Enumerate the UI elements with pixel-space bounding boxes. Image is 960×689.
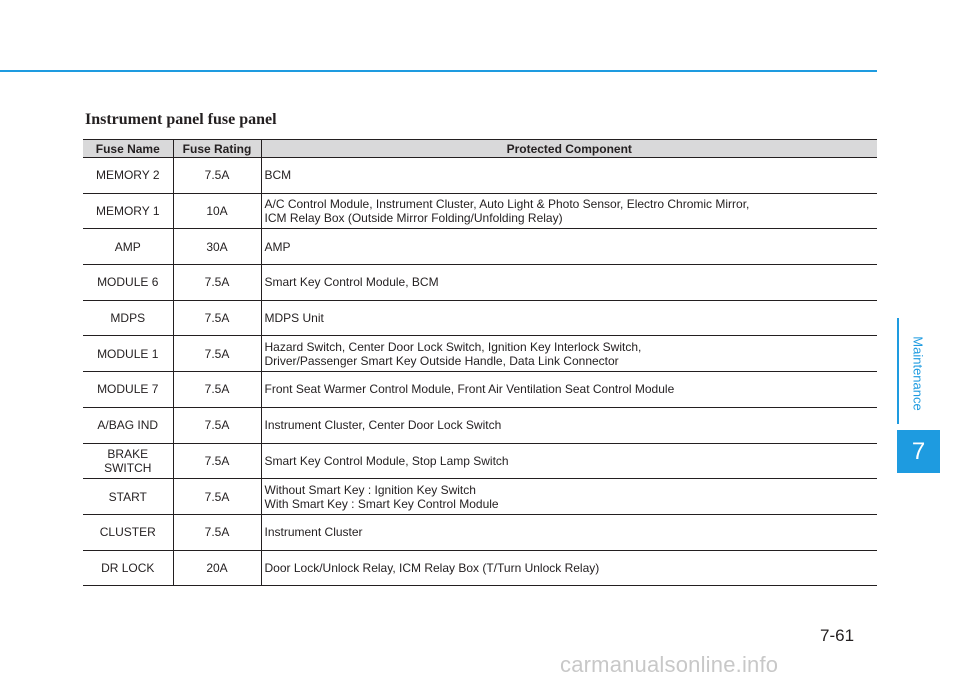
fuse-name-cell: MODULE 7	[83, 372, 173, 408]
side-tab-text: Maintenance	[911, 335, 927, 411]
table-row	[83, 407, 877, 443]
fuse-name-cell: DR LOCK	[83, 550, 173, 586]
table-row	[83, 372, 877, 408]
fuse-rating-cell: 30A	[173, 229, 261, 265]
table-row	[83, 229, 877, 265]
protected-component-cell: Smart Key Control Module, BCM	[261, 265, 877, 301]
fuse-rating-cell: 7.5A	[173, 443, 261, 479]
fuse-rating-cell: 7.5A	[173, 158, 261, 194]
fuse-rating-cell: 7.5A	[173, 265, 261, 301]
table-row	[83, 479, 877, 515]
fuse-name-cell: START	[83, 479, 173, 515]
fuse-rating-cell: 7.5A	[173, 479, 261, 515]
fuse-name-cell: MODULE 1	[83, 336, 173, 372]
fuse-rating-cell: 7.5A	[173, 300, 261, 336]
table-row	[83, 336, 877, 372]
table-row	[83, 193, 877, 229]
table-row	[83, 265, 877, 301]
fuse-name-cell: MEMORY 1	[83, 193, 173, 229]
table-row	[83, 550, 877, 586]
watermark: carmanualsonline.info	[560, 652, 779, 677]
protected-component-cell: Front Seat Warmer Control Module, Front Air Ventilation Seat Control Module	[261, 372, 877, 408]
protected-component-cell: AMP	[261, 229, 877, 265]
table-row	[83, 300, 877, 336]
top-rule	[0, 70, 877, 72]
table-row	[83, 514, 877, 550]
fuse-name-cell: MDPS	[83, 300, 173, 336]
fuse-rating-cell: 7.5A	[173, 407, 261, 443]
protected-component-cell: Door Lock/Unlock Relay, ICM Relay Box (T/Turn Unlock Relay)	[261, 550, 877, 586]
fuse-name-cell: MODULE 6	[83, 265, 173, 301]
table-body	[83, 158, 877, 586]
chapter-number-box: 7	[897, 430, 940, 473]
table-row	[83, 158, 877, 194]
protected-component-cell: MDPS Unit	[261, 300, 877, 336]
header-fuse-name: Fuse Name	[83, 140, 173, 158]
page-number: 7-61	[820, 626, 855, 645]
side-tab-label	[897, 320, 940, 426]
protected-component-cell: Smart Key Control Module, Stop Lamp Switch	[261, 443, 877, 479]
fuse-name-cell: CLUSTER	[83, 514, 173, 550]
fuse-name-cell: A/BAG IND	[83, 407, 173, 443]
header-fuse-rating: Fuse Rating	[173, 140, 261, 158]
fuse-rating-cell: 20A	[173, 550, 261, 586]
protected-component-cell: Without Smart Key : Ignition Key Switch With Smart Key : Smart Key Control Module	[261, 479, 877, 515]
protected-component-cell: Instrument Cluster, Center Door Lock Switch	[261, 407, 877, 443]
fuse-rating-cell: 7.5A	[173, 372, 261, 408]
fuse-table	[83, 139, 877, 586]
protected-component-cell: A/C Control Module, Instrument Cluster, Auto Light & Photo Sensor, Electro Chromic Mirror, ICM Relay Box (Outside Mirror Folding/Unfolding Relay)	[261, 193, 877, 229]
header-protected-component: Protected Component	[261, 140, 877, 158]
table-row	[83, 443, 877, 479]
fuse-rating-cell: 10A	[173, 193, 261, 229]
section-title: Instrument panel fuse panel	[85, 111, 277, 128]
fuse-rating-cell: 7.5A	[173, 514, 261, 550]
fuse-rating-cell: 7.5A	[173, 336, 261, 372]
protected-component-cell: Hazard Switch, Center Door Lock Switch, Ignition Key Interlock Switch, Driver/Passenger Smart Key Outside Handle, Data Link Connector	[261, 336, 877, 372]
protected-component-cell: Instrument Cluster	[261, 514, 877, 550]
fuse-name-cell: AMP	[83, 229, 173, 265]
table-header-row	[83, 140, 877, 158]
fuse-name-cell: BRAKE SWITCH	[83, 443, 173, 479]
protected-component-cell: BCM	[261, 158, 877, 194]
fuse-name-cell: MEMORY 2	[83, 158, 173, 194]
